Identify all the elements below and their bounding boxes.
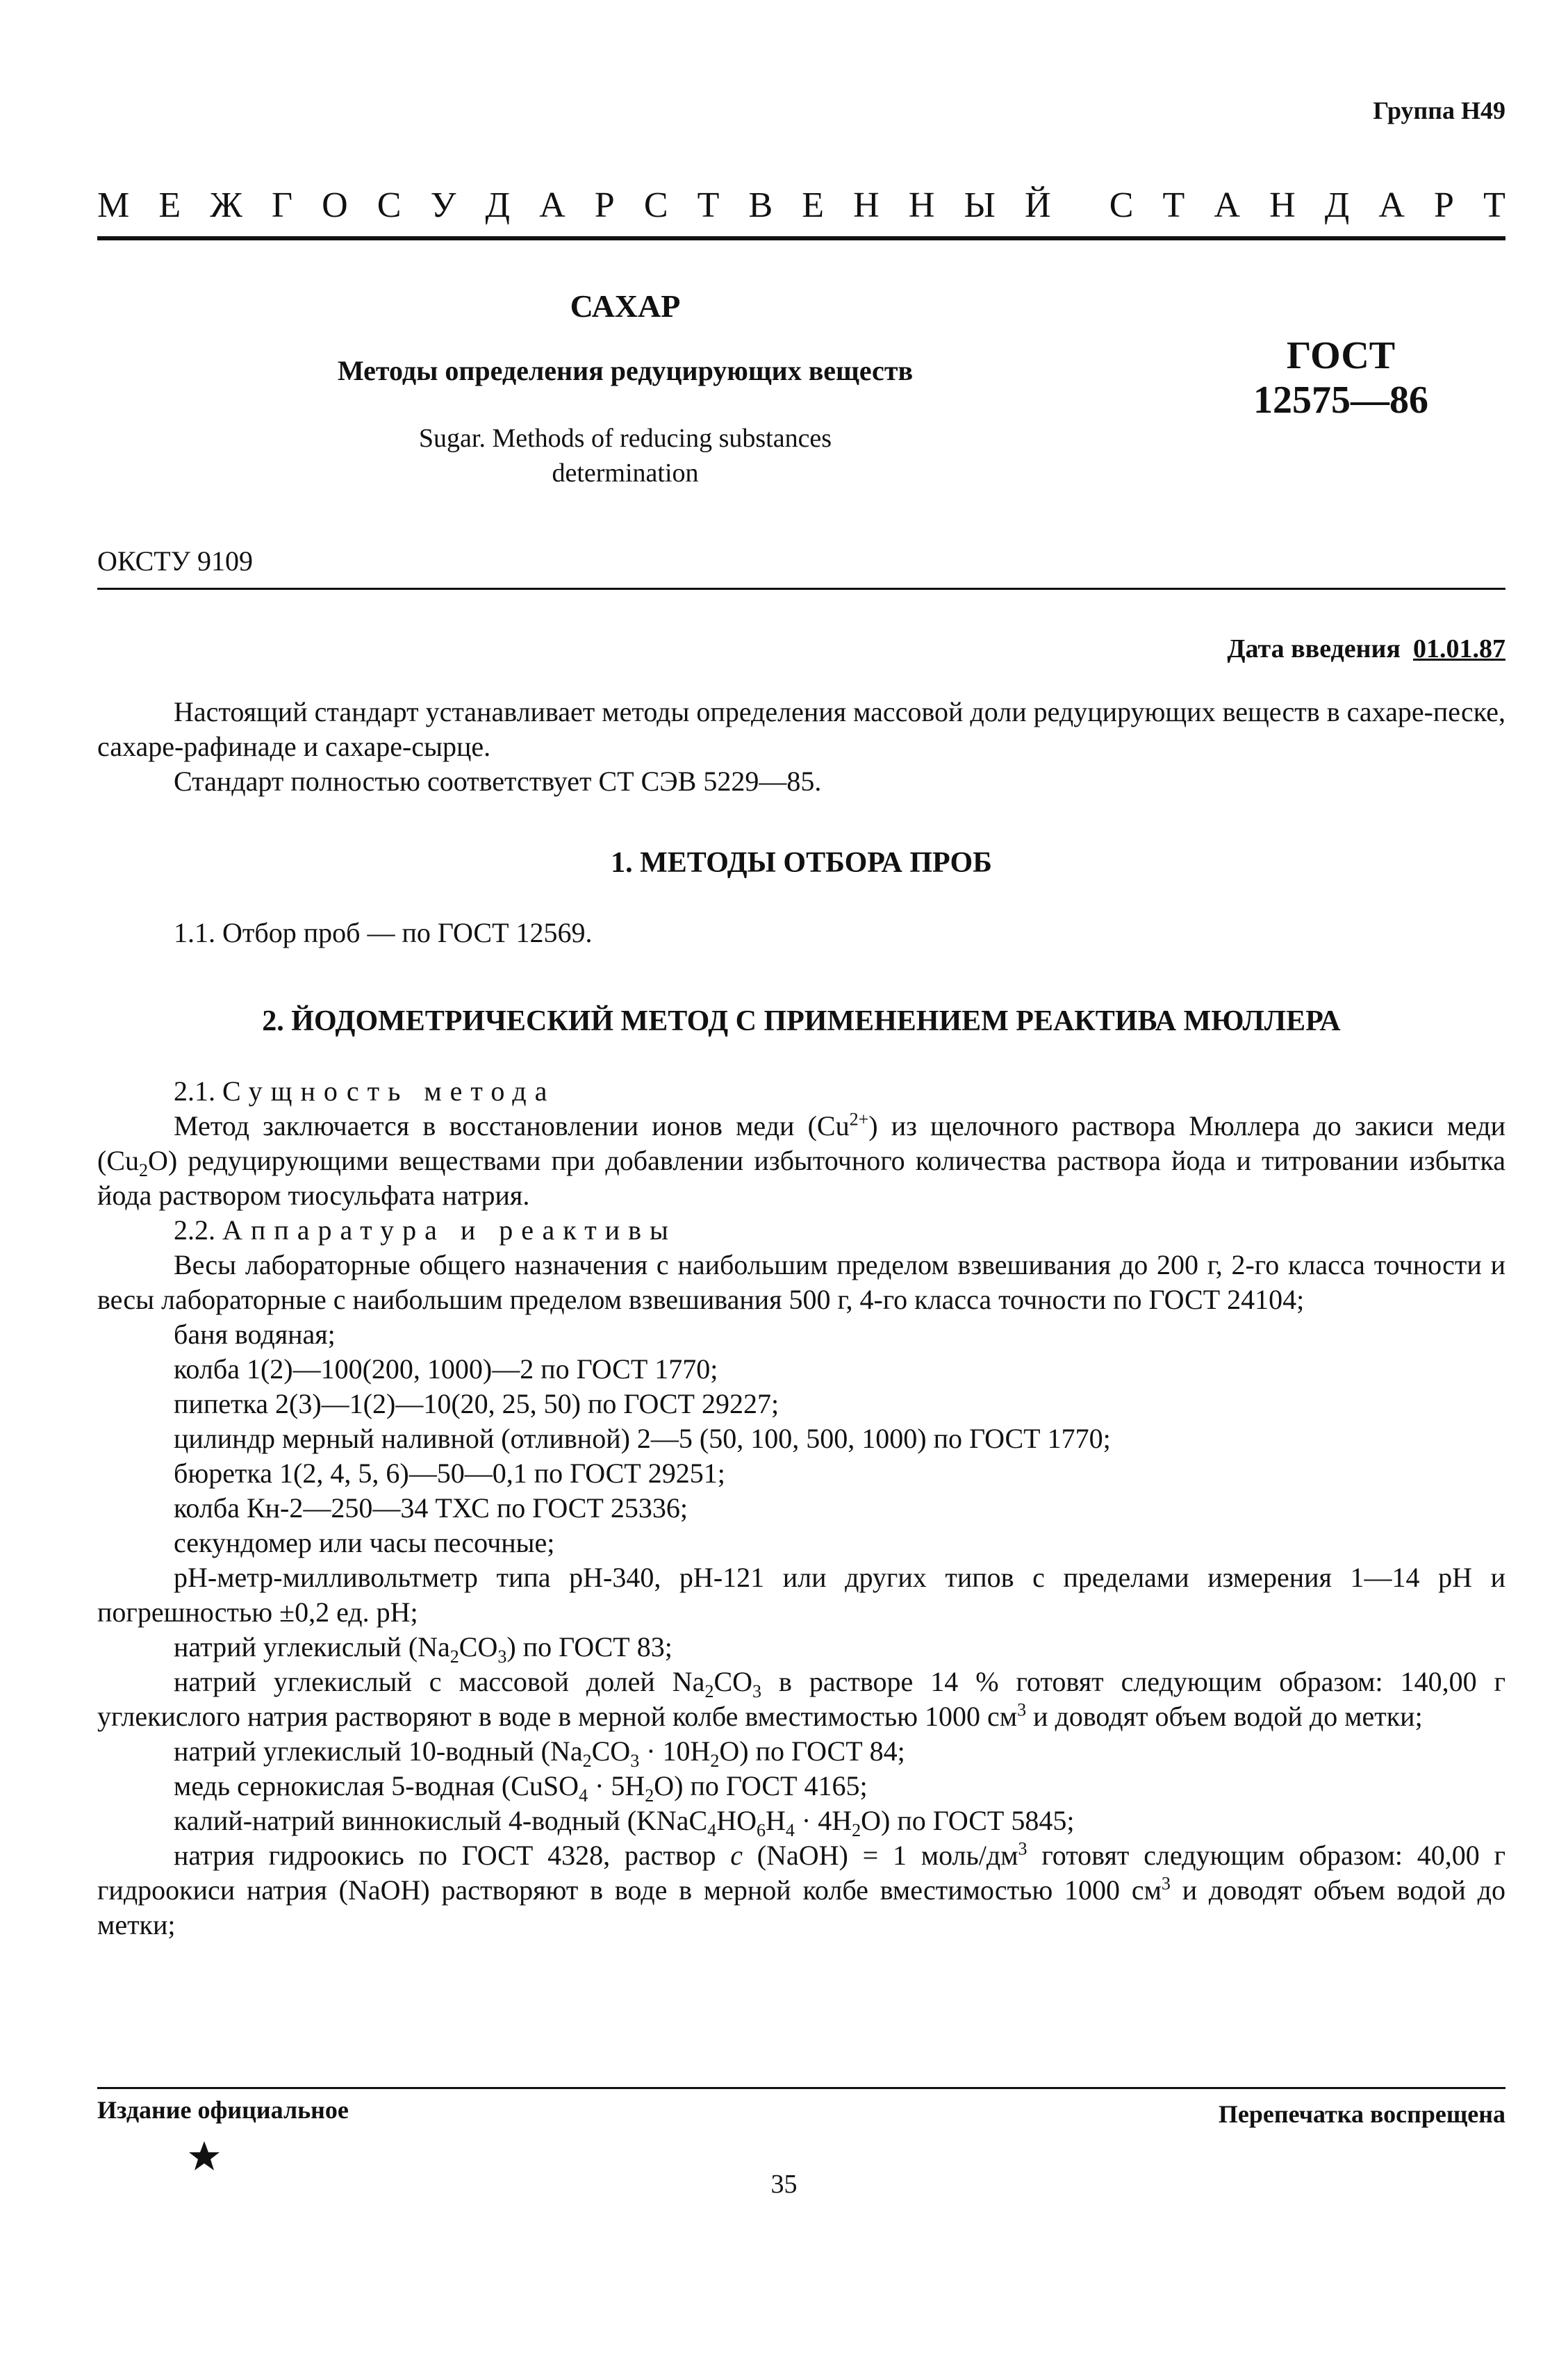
doc-title: САХАР (570, 288, 681, 324)
official-edition: Издание официальное (97, 2096, 349, 2124)
equipment-item: бюретка 1(2, 4, 5, 6)—50—0,1 по ГОСТ 29251; (174, 1458, 725, 1489)
banner-letter: Й (1024, 185, 1051, 225)
banner-letter: А (539, 185, 566, 225)
section-2-body (97, 1074, 1505, 1942)
banner-letter: У (430, 185, 456, 225)
equipment-item: колба 1(2)—100(200, 1000)—2 по ГОСТ 1770; (174, 1353, 718, 1385)
banner-letter: Т (697, 185, 720, 225)
section-2-heading: 2. ЙОДОМЕТРИЧЕСКИЙ МЕТОД С ПРИМЕНЕНИЕМ РЕАКТИВА МЮЛЛЕРА (262, 1005, 1341, 1037)
banner-letter: С (1109, 185, 1134, 225)
equipment-item: pH-метр-милливольтметр типа pH-340, pH-121 или других типов с пределами измерения 1—14 pH и погрешностью ±0,2 ед. pH; (97, 1562, 1505, 1628)
intro-compliance: Стандарт полностью соответствует СТ СЭВ 5229—85. (174, 766, 822, 797)
banner-letter: Д (485, 185, 510, 225)
reagent-item: медь сернокислая 5-водная (CuSO$_4$ · $5H_2O$) по ГОСТ 4165; (174, 1770, 868, 1806)
intro (97, 695, 1505, 799)
star-icon (188, 2140, 221, 2173)
gost-label: ГОСТ (1286, 334, 1396, 377)
gost-code: 12575—86 (1253, 379, 1428, 422)
banner-letter: Д (1324, 185, 1350, 225)
banner-letter: С (377, 185, 402, 225)
gost-number (1237, 333, 1445, 422)
banner-letter: Н (1269, 185, 1296, 225)
effective-date (1227, 634, 1505, 664)
equipment-item: секундомер или часы песочные; (174, 1527, 555, 1558)
intro-paragraph: Настоящий стандарт устанавливает методы определения массовой доли редуцирующих веществ в сахаре-песке, сахаре-рафинаде и сахаре-сырце. (97, 696, 1505, 762)
banner-letter: Е (802, 185, 825, 225)
equipment-item: баня водяная; (174, 1319, 336, 1350)
banner-letter: Р (1434, 185, 1454, 225)
subsection-number: 2.1. (174, 1075, 215, 1107)
banner-letter: А (1378, 185, 1405, 225)
banner-letter: Н (908, 185, 935, 225)
banner-letter: Ы (964, 185, 996, 225)
reagent-item: калий-натрий виннокислый 4-водный $(KNaC_4HO_6H_4 \cdot 4H_2O)$ по ГОСТ 5845; (174, 1805, 1075, 1840)
doc-subtitle-en (0, 421, 1251, 490)
reagent-item: натрий углекислый $(Na_2CO_3)$ по ГОСТ 83; (174, 1631, 672, 1667)
standard-banner (97, 185, 1505, 226)
reagent-item: натрия гидроокись по ГОСТ 4328, раствор c (NaOH) = 1 моль/$дм^3$ готовят следующим образом: 40,00 г гидроокиси натрия (NaOH) растворяют в воде в мерной колбе вместимостью 1000 $см^3$ и доводят объем водой до метки; (97, 1838, 1505, 1940)
effective-date-value: 01.01.87 (1413, 634, 1505, 663)
banner-letter: Н (853, 185, 880, 225)
banner-letter: Г (271, 185, 292, 225)
equipment-item: пипетка 2(3)—1(2)—10(20, 25, 50) по ГОСТ 29227; (174, 1388, 779, 1419)
banner-letter: М (97, 185, 130, 225)
group-code: Группа Н49 (1373, 97, 1505, 124)
reprint-prohibited: Перепечатка воспрещена (1218, 2100, 1505, 2128)
banner-letter: В (748, 185, 773, 225)
reagent-item: натрий углекислый 10-водный $(Na_2CO_3 \cdot 10H_2O)$ по ГОСТ 84; (174, 1735, 905, 1771)
subsection-2-1-title (97, 1074, 1505, 1109)
banner-letter: Т (1483, 185, 1505, 225)
footer-rule (97, 2087, 1505, 2089)
subsection-title: Аппаратура и реактивы (222, 1214, 677, 1246)
okstu-code: ОКСТУ 9109 (97, 545, 254, 577)
subsection-2-2-title (97, 1213, 1505, 1248)
subsection-number: 2.2. (174, 1214, 215, 1246)
header-rule (97, 236, 1505, 240)
banner-letter: Т (1162, 185, 1185, 225)
reagent-item: натрий углекислый с массовой долей $Na_2CO_3$ в растворе 14 % готовят следующим образом: 140,00 г углекислого натрия растворяют в воде в мерной колбе вместимостью 1000 $см^3$ и доводят объем водой до метки; (97, 1666, 1505, 1732)
doc-subtitle-en-line1: Sugar. Methods of reducing substances (418, 424, 832, 453)
equipment-item: колба Кн-2—250—34 ТХС по ГОСТ 25336; (174, 1492, 688, 1524)
banner-letter: Е (158, 185, 181, 225)
banner-letter: Ж (210, 185, 242, 225)
section-1-heading: 1. МЕТОДЫ ОТБОРА ПРОБ (611, 847, 992, 879)
page-number: 35 (770, 2170, 798, 2199)
doc-subtitle-ru: Методы определения редуцирующих веществ (337, 355, 914, 386)
banner-letter: А (1214, 185, 1240, 225)
section-1-1: 1.1. Отбор проб — по ГОСТ 12569. (174, 917, 593, 948)
method-essence: Метод заключается в восстановлении ионов меди $(Cu^{2+})$ из щелочного раствора Мюллера до закиси меди $(Cu_2O)$ редуцирующими веществами при добавлении избыточного количества раствора йода и титровании избытка йода раствором тиосульфата натрия. (97, 1109, 1506, 1211)
equipment-item: цилиндр мерный наливной (отливной) 2—5 (50, 100, 500, 1000) по ГОСТ 1770; (174, 1423, 1111, 1454)
banner-letter: Р (594, 185, 615, 225)
effective-date-label: Дата введения (1227, 634, 1401, 663)
banner-letter: С (643, 185, 668, 225)
doc-subtitle-en-line2: determination (552, 459, 699, 488)
banner-letter: О (322, 185, 348, 225)
subsection-title: Сущность метода (222, 1075, 556, 1107)
title-rule (97, 588, 1505, 590)
equipment-item: Весы лабораторные общего назначения с наибольшим пределом взвешивания до 200 г, 2-го класса точности и весы лабораторные с наибольшим пределом взвешивания 500 г, 4-го класса точности по ГОСТ 24104; (97, 1249, 1505, 1315)
